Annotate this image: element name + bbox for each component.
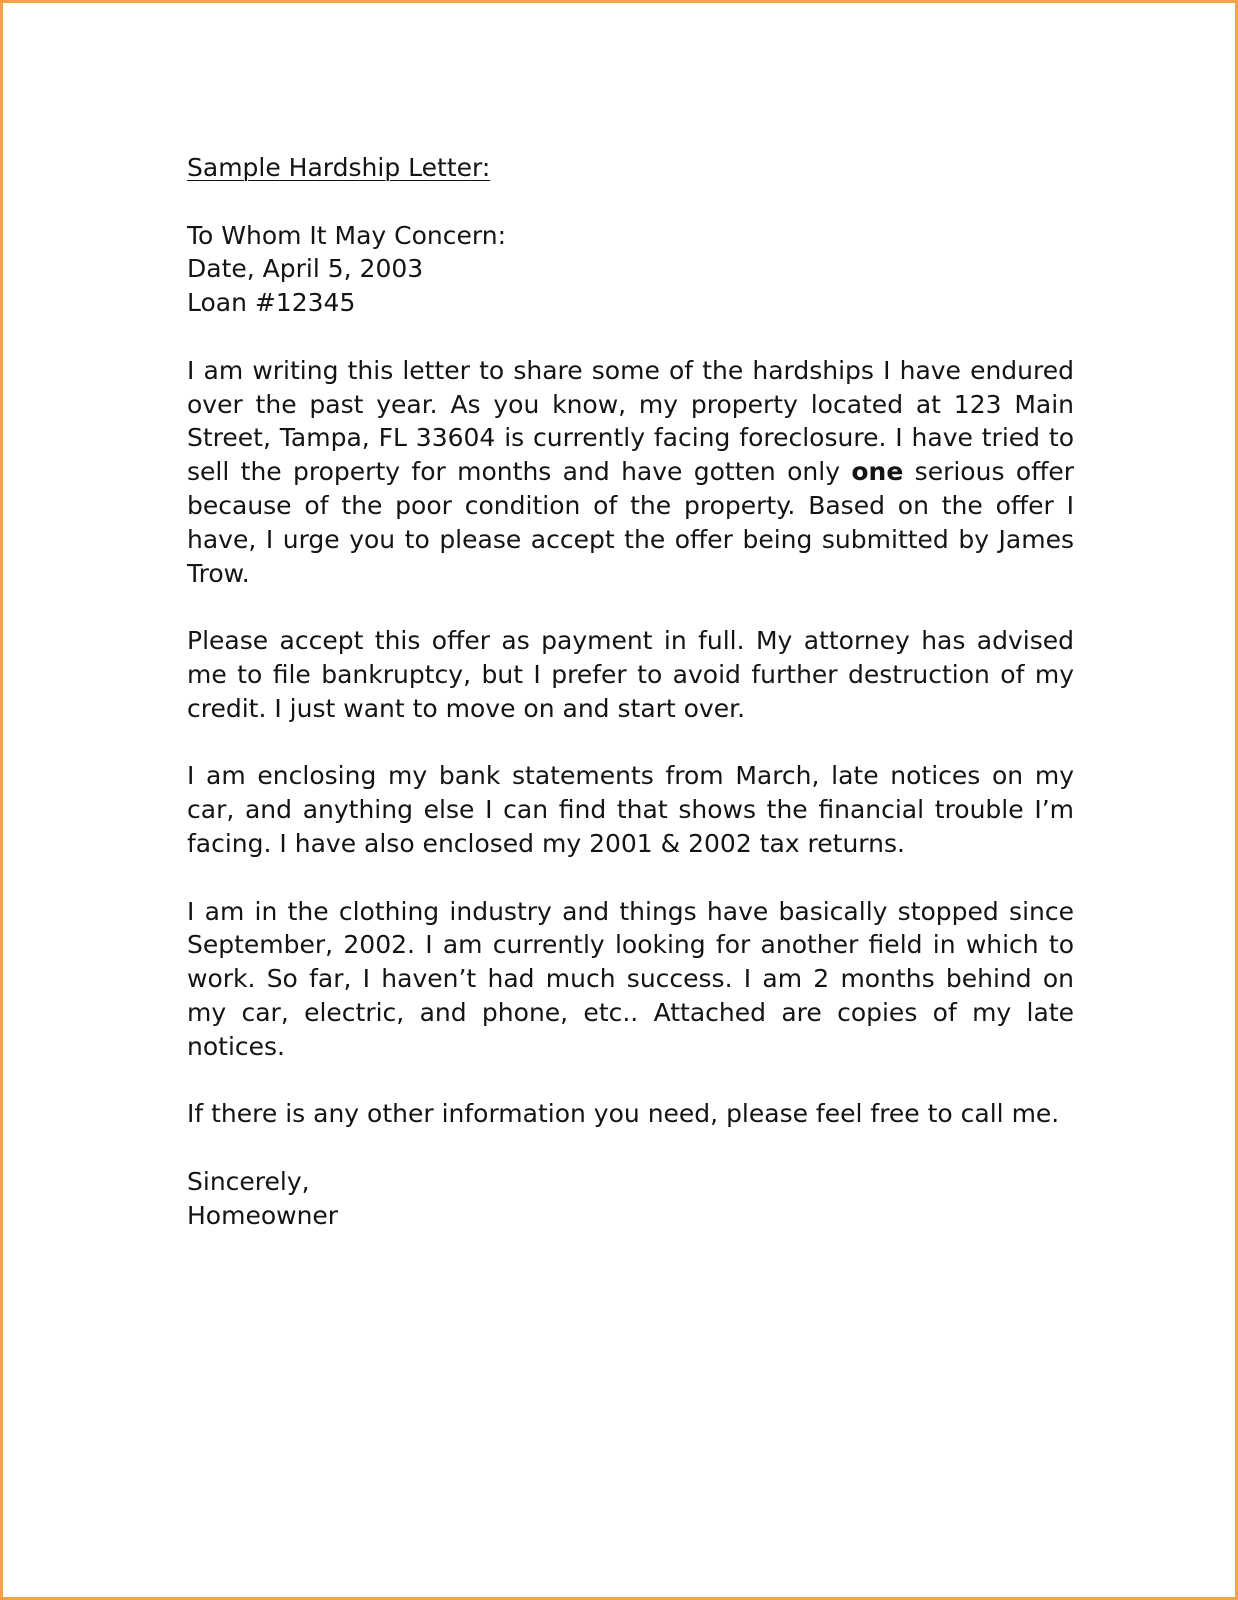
paragraph-hardships [187, 354, 1074, 591]
salutation: To Whom It May Concern: [187, 220, 507, 250]
paragraph-hardships-part-2: serious offer because of the poor condition of the property. Based on the offer I have, I urge you to please accept the offer being submitted by James Trow. [187, 457, 1075, 588]
paragraph-contact: If there is any other information you need, please feel free to call me. [187, 1099, 1060, 1129]
letter-header-block [187, 219, 1074, 320]
date-line: Date, April 5, 2003 [187, 254, 424, 284]
signature: Homeowner [187, 1200, 339, 1230]
closing: Sincerely, [187, 1166, 310, 1196]
letter-title: Sample Hardship Letter: [187, 153, 491, 182]
paragraph-offer: Please accept this offer as payment in full. My attorney has advised me to file bankruptcy, but I prefer to avoid further destruction of my credit. I just want to move on and start over. [187, 626, 1074, 723]
paragraph-enclosures: I am enclosing my bank statements from March, late notices on my car, and anything else I can find that shows the financial trouble I’m facing. I have also enclosed my 2001 & 2002 tax returns. [187, 761, 1074, 858]
emphasis-one: one [851, 457, 904, 487]
letter-body [187, 151, 1074, 1233]
paragraph-employment: I am in the clothing industry and things have basically stopped since September, 2002. I am currently looking for another field in which to work. So far, I haven’t had much success. I am 2 months behind on my car, electric, and phone, etc.. Attached are copies of my late notices. [187, 896, 1074, 1061]
loan-number-line: Loan #12345 [187, 288, 356, 318]
paragraph-hardships-part-1: I am writing this letter to share some of the hardships I have endured over the past year. As you know, my property located at 123 Main Street, Tampa, FL 33604 is currently facing foreclosure. I have tried to sell the property for months and have gotten only [187, 355, 1074, 487]
